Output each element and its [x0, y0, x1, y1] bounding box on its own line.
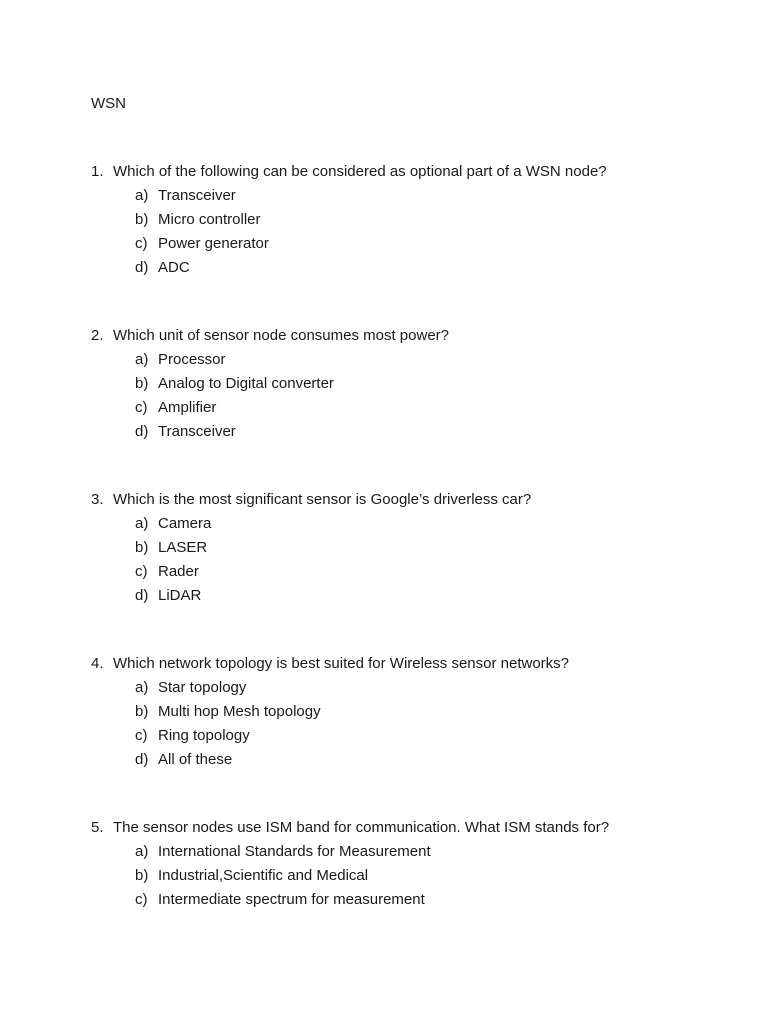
option-letter: b) — [135, 211, 149, 228]
option-item — [135, 184, 751, 208]
question-stem — [91, 162, 751, 182]
question-text: The sensor nodes use ISM band for communication. What ISM stands for? — [113, 819, 610, 836]
option-letter: a) — [135, 351, 149, 368]
option-item — [135, 724, 751, 748]
question-number: 5. — [91, 819, 104, 836]
option-text: Camera — [158, 515, 212, 532]
option-text: Analog to Digital converter — [158, 375, 334, 392]
option-letter: d) — [135, 423, 149, 440]
option-item — [135, 396, 751, 420]
option-item — [135, 676, 751, 700]
option-letter: a) — [135, 679, 149, 696]
option-list — [91, 512, 751, 608]
option-letter: c) — [135, 891, 148, 908]
option-item — [135, 748, 751, 772]
option-letter: c) — [135, 399, 148, 416]
option-item — [135, 700, 751, 724]
option-text: LiDAR — [158, 587, 202, 604]
question-number: 3. — [91, 491, 104, 508]
option-item — [135, 372, 751, 396]
option-letter: d) — [135, 587, 149, 604]
question-1 — [91, 162, 751, 280]
question-number: 2. — [91, 327, 104, 344]
option-letter: c) — [135, 235, 148, 252]
option-text: Intermediate spectrum for measurement — [158, 891, 425, 908]
question-4 — [91, 654, 751, 772]
option-item — [135, 348, 751, 372]
option-text: Micro controller — [158, 211, 261, 228]
option-text: ADC — [158, 259, 190, 276]
option-text: International Standards for Measurement — [158, 843, 431, 860]
option-text: Rader — [158, 563, 199, 580]
option-list — [91, 184, 751, 280]
option-letter: b) — [135, 375, 149, 392]
question-number: 1. — [91, 163, 104, 180]
question-number: 4. — [91, 655, 104, 672]
option-letter: b) — [135, 539, 149, 556]
option-letter: c) — [135, 727, 148, 744]
option-text: LASER — [158, 539, 208, 556]
option-item — [135, 232, 751, 256]
option-text: All of these — [158, 751, 233, 768]
question-stem — [91, 490, 751, 510]
option-text: Amplifier — [158, 399, 217, 416]
option-text: Star topology — [158, 679, 247, 696]
question-stem — [91, 818, 751, 838]
question-stem — [91, 326, 751, 346]
option-letter: a) — [135, 515, 149, 532]
option-list — [91, 676, 751, 772]
option-item — [135, 536, 751, 560]
option-item — [135, 584, 751, 608]
option-text: Multi hop Mesh topology — [158, 703, 321, 720]
option-item — [135, 840, 751, 864]
option-item — [135, 256, 751, 280]
option-text: Processor — [158, 351, 226, 368]
question-text: Which unit of sensor node consumes most power? — [113, 327, 449, 344]
option-item — [135, 420, 751, 444]
option-item — [135, 208, 751, 232]
option-item — [135, 560, 751, 584]
option-letter: b) — [135, 703, 149, 720]
option-letter: a) — [135, 843, 149, 860]
option-text: Transceiver — [158, 187, 236, 204]
question-5 — [91, 818, 751, 912]
question-2 — [91, 326, 751, 444]
option-letter: b) — [135, 867, 149, 884]
question-text: Which of the following can be considered as optional part of a WSN node? — [113, 163, 607, 180]
option-letter: d) — [135, 259, 149, 276]
document-title: WSN — [91, 95, 126, 112]
question-text: Which is the most significant sensor is Google’s driverless car? — [113, 491, 532, 508]
option-item — [135, 888, 751, 912]
option-text: Ring topology — [158, 727, 250, 744]
option-letter: a) — [135, 187, 149, 204]
option-letter: c) — [135, 563, 148, 580]
option-text: Power generator — [158, 235, 269, 252]
option-list — [91, 348, 751, 444]
question-text: Which network topology is best suited for Wireless sensor networks? — [113, 655, 570, 672]
question-stem — [91, 654, 751, 674]
option-letter: d) — [135, 751, 149, 768]
option-list — [91, 840, 751, 912]
option-item — [135, 864, 751, 888]
option-text: Industrial,Scientific and Medical — [158, 867, 369, 884]
question-3 — [91, 490, 751, 608]
option-text: Transceiver — [158, 423, 236, 440]
option-item — [135, 512, 751, 536]
